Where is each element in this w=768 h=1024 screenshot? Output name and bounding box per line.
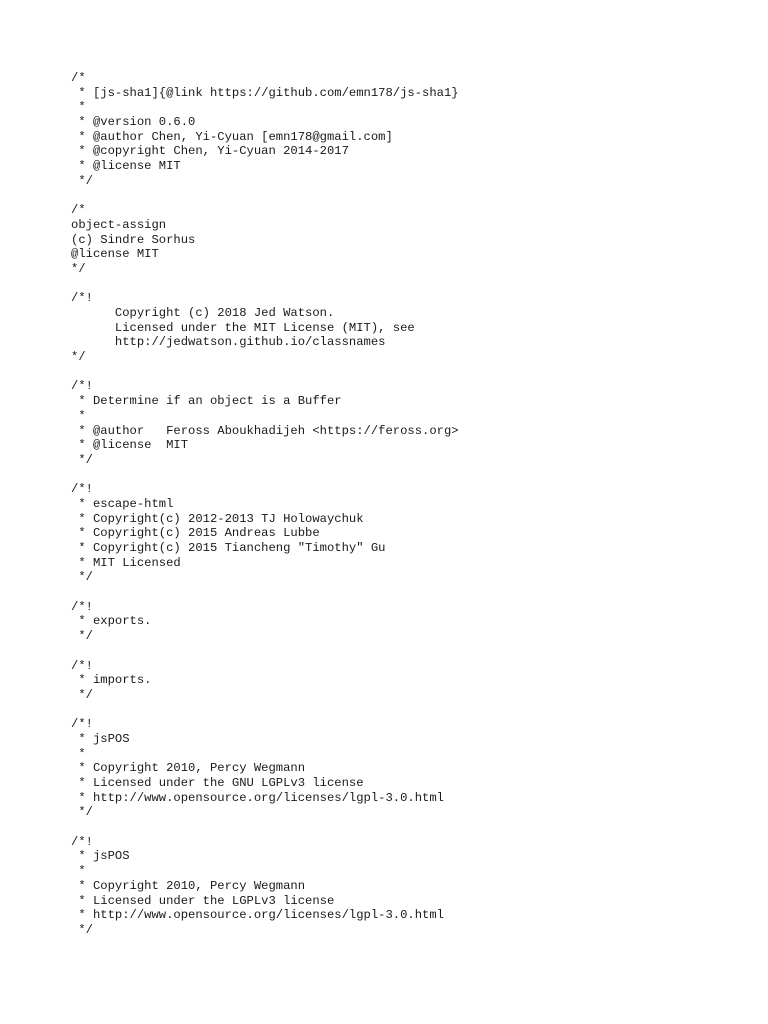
text-line: /*! <box>71 658 93 673</box>
blank-line <box>71 365 751 380</box>
text-line: */ <box>71 570 93 585</box>
text-line: (c) Sindre Sorhus <box>71 232 196 247</box>
text-line: * <box>71 408 86 423</box>
text-line: object-assign <box>71 217 167 232</box>
text-line: * <box>71 746 86 761</box>
text-line: * Copyright(c) 2012-2013 TJ Holowaychuk <box>71 511 364 526</box>
text-line: * http://www.opensource.org/licenses/lgpl-3.0.html <box>71 908 444 923</box>
text-line: /*! <box>71 834 93 849</box>
text-line: * jsPOS <box>71 849 130 864</box>
text-line: * @author Feross Aboukhadijeh <https://feross.org> <box>71 423 459 438</box>
text-line: * Copyright(c) 2015 Tiancheng "Timothy" Gu <box>71 541 386 555</box>
blank-line <box>71 189 751 204</box>
text-line: * MIT Licensed <box>71 555 181 570</box>
text-line: */ <box>71 805 93 820</box>
text-line: * @license MIT <box>71 438 189 453</box>
text-line: */ <box>71 922 93 937</box>
text-line: * @author Chen, Yi-Cyuan [emn178@gmail.com] <box>71 129 393 144</box>
text-line: Copyright (c) 2018 Jed Watson. <box>71 306 335 320</box>
text-line: * Copyright 2010, Percy Wegmann <box>71 761 306 776</box>
text-line: /* <box>71 71 86 85</box>
text-line: */ <box>71 629 93 644</box>
text-line: Licensed under the MIT License (MIT), see <box>71 320 415 335</box>
blank-line <box>71 468 751 483</box>
text-line: * @license MIT <box>71 159 181 174</box>
blank-line <box>71 820 751 835</box>
text-line: * exports. <box>71 614 152 629</box>
text-line: * Copyright 2010, Percy Wegmann <box>71 878 306 893</box>
text-line: * Copyright(c) 2015 Andreas Lubbe <box>71 526 320 541</box>
text-line: * jsPOS <box>71 731 130 746</box>
text-line: */ <box>71 173 93 188</box>
text-line: * http://www.opensource.org/licenses/lgpl-3.0.html <box>71 790 444 805</box>
license-text-document <box>71 71 751 938</box>
text-line: /* <box>71 203 86 218</box>
blank-line <box>71 585 751 600</box>
text-line: /*! <box>71 482 93 497</box>
text-line: * @version 0.6.0 <box>71 115 196 130</box>
text-line: * [js-sha1]{@link https://github.com/emn178/js-sha1} <box>71 85 459 100</box>
text-line: */ <box>71 687 93 702</box>
text-line: */ <box>71 261 86 276</box>
text-line: * imports. <box>71 673 152 688</box>
text-line: /*! <box>71 379 93 394</box>
text-line: /*! <box>71 599 93 614</box>
blank-line <box>71 703 751 718</box>
text-line: @license MIT <box>71 247 159 262</box>
text-line: * @copyright Chen, Yi-Cyuan 2014-2017 <box>71 144 349 159</box>
text-line: /*! <box>71 291 93 306</box>
text-line: * Licensed under the LGPLv3 license <box>71 893 335 908</box>
text-line: http://jedwatson.github.io/classnames <box>71 335 386 350</box>
text-line: * escape-html <box>71 496 174 511</box>
text-line: * <box>71 864 86 879</box>
text-line: /*! <box>71 717 93 732</box>
text-line: */ <box>71 452 93 467</box>
blank-line <box>71 277 751 292</box>
text-line: */ <box>71 350 86 365</box>
blank-line <box>71 644 751 659</box>
text-line: * Determine if an object is a Buffer <box>71 394 342 409</box>
text-line: * <box>71 100 86 115</box>
text-line: * Licensed under the GNU LGPLv3 license <box>71 776 364 790</box>
